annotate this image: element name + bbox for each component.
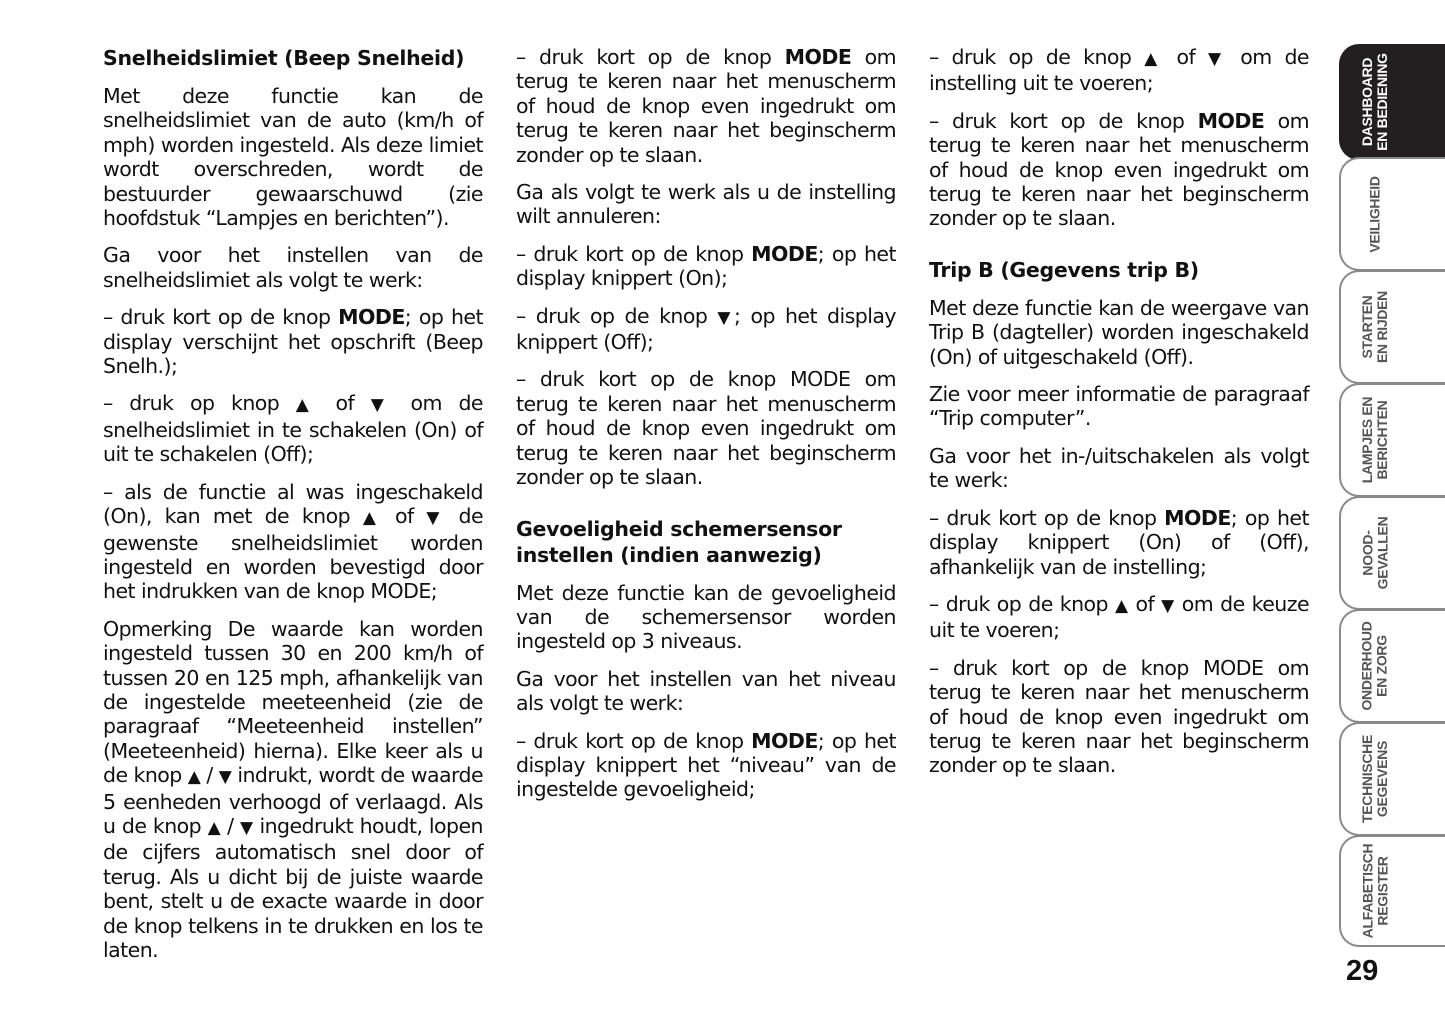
page-number: 29 bbox=[1346, 955, 1379, 987]
up-arrow-icon: ▲ bbox=[1114, 595, 1129, 616]
tab-emergencies[interactable]: NOOD- GEVALLEN bbox=[1339, 496, 1445, 610]
paragraph: – druk kort op de knop MODE; op het display knippert het “niveau” van de ingestelde gevoeligheid; bbox=[516, 728, 896, 802]
paragraph: – druk kort op de knop MODE; op het display knippert (On); bbox=[516, 241, 896, 291]
up-arrow-icon: ▲ bbox=[187, 767, 201, 788]
tab-index[interactable]: ALFABETISCH REGISTER bbox=[1339, 835, 1445, 947]
down-arrow-icon: ▼ bbox=[1161, 595, 1175, 616]
paragraph: – druk op de knop ▲ of ▼ om de instelling uit te voeren; bbox=[929, 45, 1309, 96]
paragraph: Ga als volgt te werk als u de instelling wilt annuleren: bbox=[516, 180, 896, 229]
down-arrow-icon: ▼ bbox=[218, 767, 232, 788]
paragraph: Zie voor meer informatie de paragraaf “Trip computer”. bbox=[929, 382, 1309, 431]
paragraph: – druk kort op de knop MODE om terug te keren naar het menuscherm of houd de knop even ingedrukt om terug te keren naar het beginscherm zonder op te slaan. bbox=[929, 108, 1309, 231]
up-arrow-icon: ▲ bbox=[295, 395, 319, 416]
tab-maintenance[interactable]: ONDERHOUD EN ZORG bbox=[1339, 609, 1445, 723]
paragraph: Met deze functie kan de weergave van Trip B (dagteller) worden ingeschakeld (On) of uitgeschakeld (Off). bbox=[929, 295, 1309, 369]
paragraph: Ga voor het instellen van de snelheidslimiet als volgt te werk: bbox=[103, 243, 483, 292]
paragraph: Ga voor het instellen van het niveau als volgt te werk: bbox=[516, 666, 896, 716]
down-arrow-icon: ▼ bbox=[239, 817, 253, 838]
tab-dashboard[interactable]: DASHBOARD EN BEDIENING bbox=[1339, 44, 1445, 160]
tab-technical-data[interactable]: TECHNISCHE GEGEVENS bbox=[1339, 722, 1445, 836]
tab-starting-driving[interactable]: STARTEN EN RIJDEN bbox=[1339, 270, 1445, 384]
up-arrow-icon: ▲ bbox=[1144, 49, 1164, 69]
paragraph: – druk op de knop ▲ of ▼ om de keuze uit te voeren; bbox=[929, 591, 1310, 643]
column-2 bbox=[516, 45, 896, 815]
paragraph: Met deze functie kan de gevoeligheid van de schemersensor worden ingesteld op 3 niveaus. bbox=[516, 580, 896, 654]
down-arrow-icon: ▼ bbox=[1207, 49, 1228, 69]
paragraph: – druk kort op de knop MODE om terug te keren naar het menuscherm of houd de knop even ingedrukt om terug te keren naar het beginscherm zonder op te slaan. bbox=[516, 367, 896, 490]
section-heading-trip-b: Trip B (Gegevens trip B) bbox=[929, 257, 1199, 282]
up-arrow-icon: ▲ bbox=[207, 817, 221, 838]
column-1 bbox=[103, 45, 483, 975]
paragraph: – druk op de knop ▼; op het display knippert (Off); bbox=[516, 303, 896, 355]
paragraph: – druk kort op de knop MODE om terug te keren naar het menuscherm of houd de knop even ingedrukt om terug te keren naar het beginscherm zonder op te slaan. bbox=[929, 655, 1309, 778]
paragraph: – druk kort op de knop MODE; op het display verschijnt het opschrift (Beep Snelh.); bbox=[103, 305, 483, 379]
note-paragraph: Opmerking De waarde kan worden ingesteld tussen 30 en 200 km/h of tussen 20 en 125 mph, afhankelijk van de ingestelde meeteenheid (zie de paragraaf “Meeteenheid instellen” (Meeteenheid) hierna). Elke keer als u de knop ▲ / ▼ indrukt, wordt de waarde 5 eenheden verhoogd of verlaagd. Als u de knop ▲ / ▼ ingedrukt houdt, lopen de cijfers automatisch snel door of terug. Als u dicht bij de juiste waarde bent, stelt u de exacte waarde in door de knop telkens in te drukken en los te laten. bbox=[103, 616, 484, 962]
paragraph: – als de functie al was ingeschakeld (On), kan met de knop ▲ of ▼ de gewenste snelheidslimiet worden ingesteld en worden bevestigd door het indrukken van de knop MODE; bbox=[103, 479, 484, 604]
section-heading-twilight-sensor: Gevoeligheid schemersensor instellen (indien aanwezig) bbox=[516, 516, 842, 567]
down-arrow-icon: ▼ bbox=[426, 508, 446, 529]
paragraph: – druk kort op de knop MODE om terug te keren naar het menuscherm of houd de knop even ingedrukt om terug te keren naar het beginscherm zonder op te slaan. bbox=[516, 45, 896, 167]
paragraph: – druk kort op de knop MODE; op het display knippert (On) of (Off), afhankelijk van de instelling; bbox=[929, 505, 1309, 579]
tab-safety[interactable]: VEILIGHEID bbox=[1339, 157, 1445, 271]
down-arrow-icon: ▼ bbox=[370, 395, 394, 416]
paragraph: – druk op knop ▲ of ▼ om de snelheidslimiet in te schakelen (On) of uit te schakelen (Off); bbox=[103, 391, 483, 467]
paragraph: Ga voor het in-/uitschakelen als volgt te werk: bbox=[929, 443, 1309, 493]
tab-lights-messages[interactable]: LAMPJES EN BERICHTEN bbox=[1339, 383, 1445, 497]
up-arrow-icon: ▲ bbox=[362, 508, 383, 529]
down-arrow-icon: ▼ bbox=[717, 307, 735, 328]
paragraph: Met deze functie kan de snelheidslimiet van de auto (km/h of mph) worden ingesteld. Als deze limiet wordt overschreden, wordt de bestuurder gewaarschuwd (zie hoofdstuk “Lampjes en berichten”). bbox=[103, 84, 483, 231]
section-heading-speed-limit: Snelheidslimiet (Beep Snelheid) bbox=[103, 46, 465, 70]
column-3 bbox=[929, 45, 1309, 791]
